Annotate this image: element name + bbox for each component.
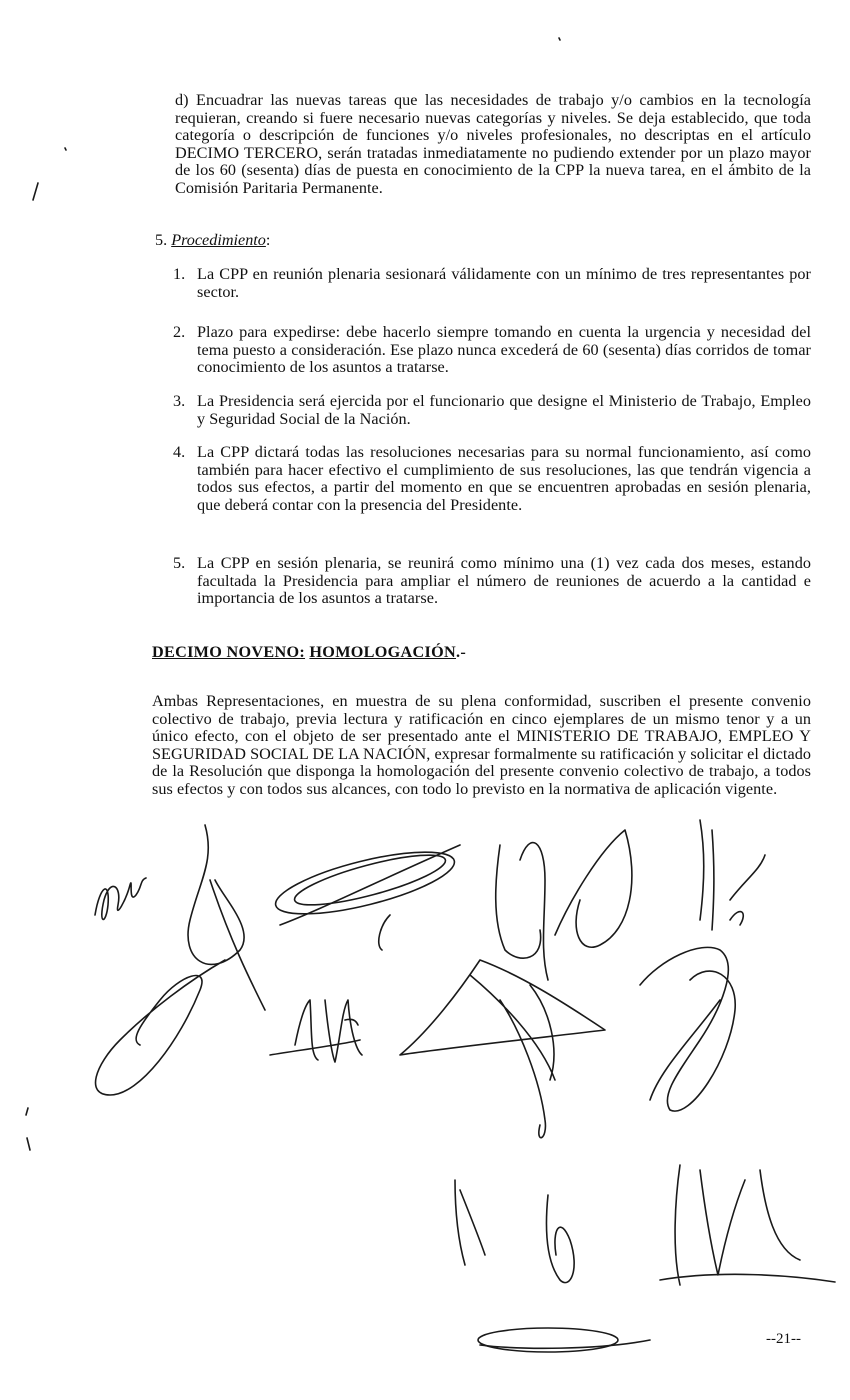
signature-3-loop <box>270 839 459 926</box>
margin-mark <box>65 148 66 150</box>
procedimiento-item-number: 1. <box>173 265 186 283</box>
signature-10 <box>455 1180 574 1283</box>
page-number: --21-- <box>766 1331 801 1347</box>
item-d-text: Encuadrar las nuevas tareas que las necesidades de trabajo y/o cambios en la tecnología requieran, creando si fuere necesario nuevas categorías y niveles. Se deja establecido, que toda categoría o descripción de funciones y/o niveles profesionales, no descriptas en el artículo DECIMO TERCERO, serán tratadas inmediatamente no pudiendo extender por un plazo mayor de los 60 (sesenta) días de puesta en conocimiento de la CPP la nueva tarea, en el ámbito de la Comisión Paritaria Permanente. <box>175 91 811 197</box>
procedimiento-item-number: 4. <box>173 443 186 461</box>
section-title-suffix: .- <box>456 643 467 661</box>
procedimiento-colon: : <box>265 231 271 249</box>
item-d-label: d) <box>175 91 189 109</box>
signature-8 <box>400 960 605 1138</box>
procedimiento-item-number: 3. <box>173 392 186 410</box>
section-title-name: HOMOLOGACIÓN <box>309 643 456 661</box>
signature-12-tail <box>480 1340 650 1348</box>
margin-mark <box>559 38 560 40</box>
procedimiento-item-text: La CPP dictará todas las resoluciones necesarias para su normal funcionamiento, así como también para hacer efectivo el cumplimiento de sus resoluciones, las que tendrán vigencia a todos sus efectos, a partir del momento en que se encuentren aprobadas en sesión plenaria, que deberá contar con la presencia del Presidente. <box>197 443 811 514</box>
procedimiento-item-text: La CPP en reunión plenaria sesionará válidamente con un mínimo de tres representantes por sector. <box>197 265 811 301</box>
signature-5 <box>496 830 632 980</box>
section-title <box>152 643 466 661</box>
signature-2 <box>96 825 265 1095</box>
procedimiento-item-number: 2. <box>173 323 186 341</box>
procedimiento-item-text: Plazo para expedirse: debe hacerlo siempre tomando en cuenta la urgencia y necesidad del tema puesto a consideración. Ese plazo nunca excederá de 60 (sesenta) días corridos de tomar conocimiento de los asuntos a tratarse. <box>197 323 811 377</box>
procedimiento-item-text: La Presidencia será ejercida por el funcionario que designe el Ministerio de Trabajo, Empleo y Seguridad Social de la Nación. <box>197 392 811 428</box>
signature-3-loop <box>291 845 449 914</box>
procedimiento-heading <box>155 231 270 249</box>
margin-mark <box>33 183 38 200</box>
signature-9 <box>640 947 735 1111</box>
procedimiento-number: 5. <box>155 231 168 249</box>
procedimiento-title: Procedimiento <box>171 231 266 249</box>
margin-mark <box>26 1108 28 1115</box>
signature-6 <box>700 820 765 930</box>
item-d-paragraph <box>175 92 811 198</box>
signature-1 <box>95 878 146 919</box>
signature-12-loop <box>478 1328 618 1352</box>
signature-3-tail <box>280 845 460 925</box>
margin-mark <box>27 1138 30 1150</box>
procedimiento-item-number: 5. <box>173 554 186 572</box>
procedimiento-item-text: La CPP en sesión plenaria, se reunirá como mínimo una (1) vez cada dos meses, estando facultada la Presidencia para ampliar el número de reuniones de acuerdo a la cantidad e importancia de los asuntos a tratarse. <box>197 554 811 608</box>
signature-4 <box>378 915 390 950</box>
section-title-number: DECIMO NOVENO: <box>152 643 306 661</box>
signature-7 <box>270 1000 362 1062</box>
signature-11 <box>660 1165 835 1285</box>
closing-paragraph: Ambas Representaciones, en muestra de su plena conformidad, suscriben el presente convenio colectivo de trabajo, previa lectura y ratificación en cinco ejemplares de un mismo tenor y a un único efecto, con el objeto de ser presentado ante el MINISTERIO DE TRABAJO, EMPLEO Y SEGURIDAD SOCIAL DE LA NACIÓN, expresar formalmente su ratificación y solicitar el dictado de la Resolución que disponga la homologación del presente convenio colectivo de trabajo, a todos sus efectos y con todos sus alcances, con todo lo previsto en la normativa de aplicación vigente. <box>152 692 811 798</box>
